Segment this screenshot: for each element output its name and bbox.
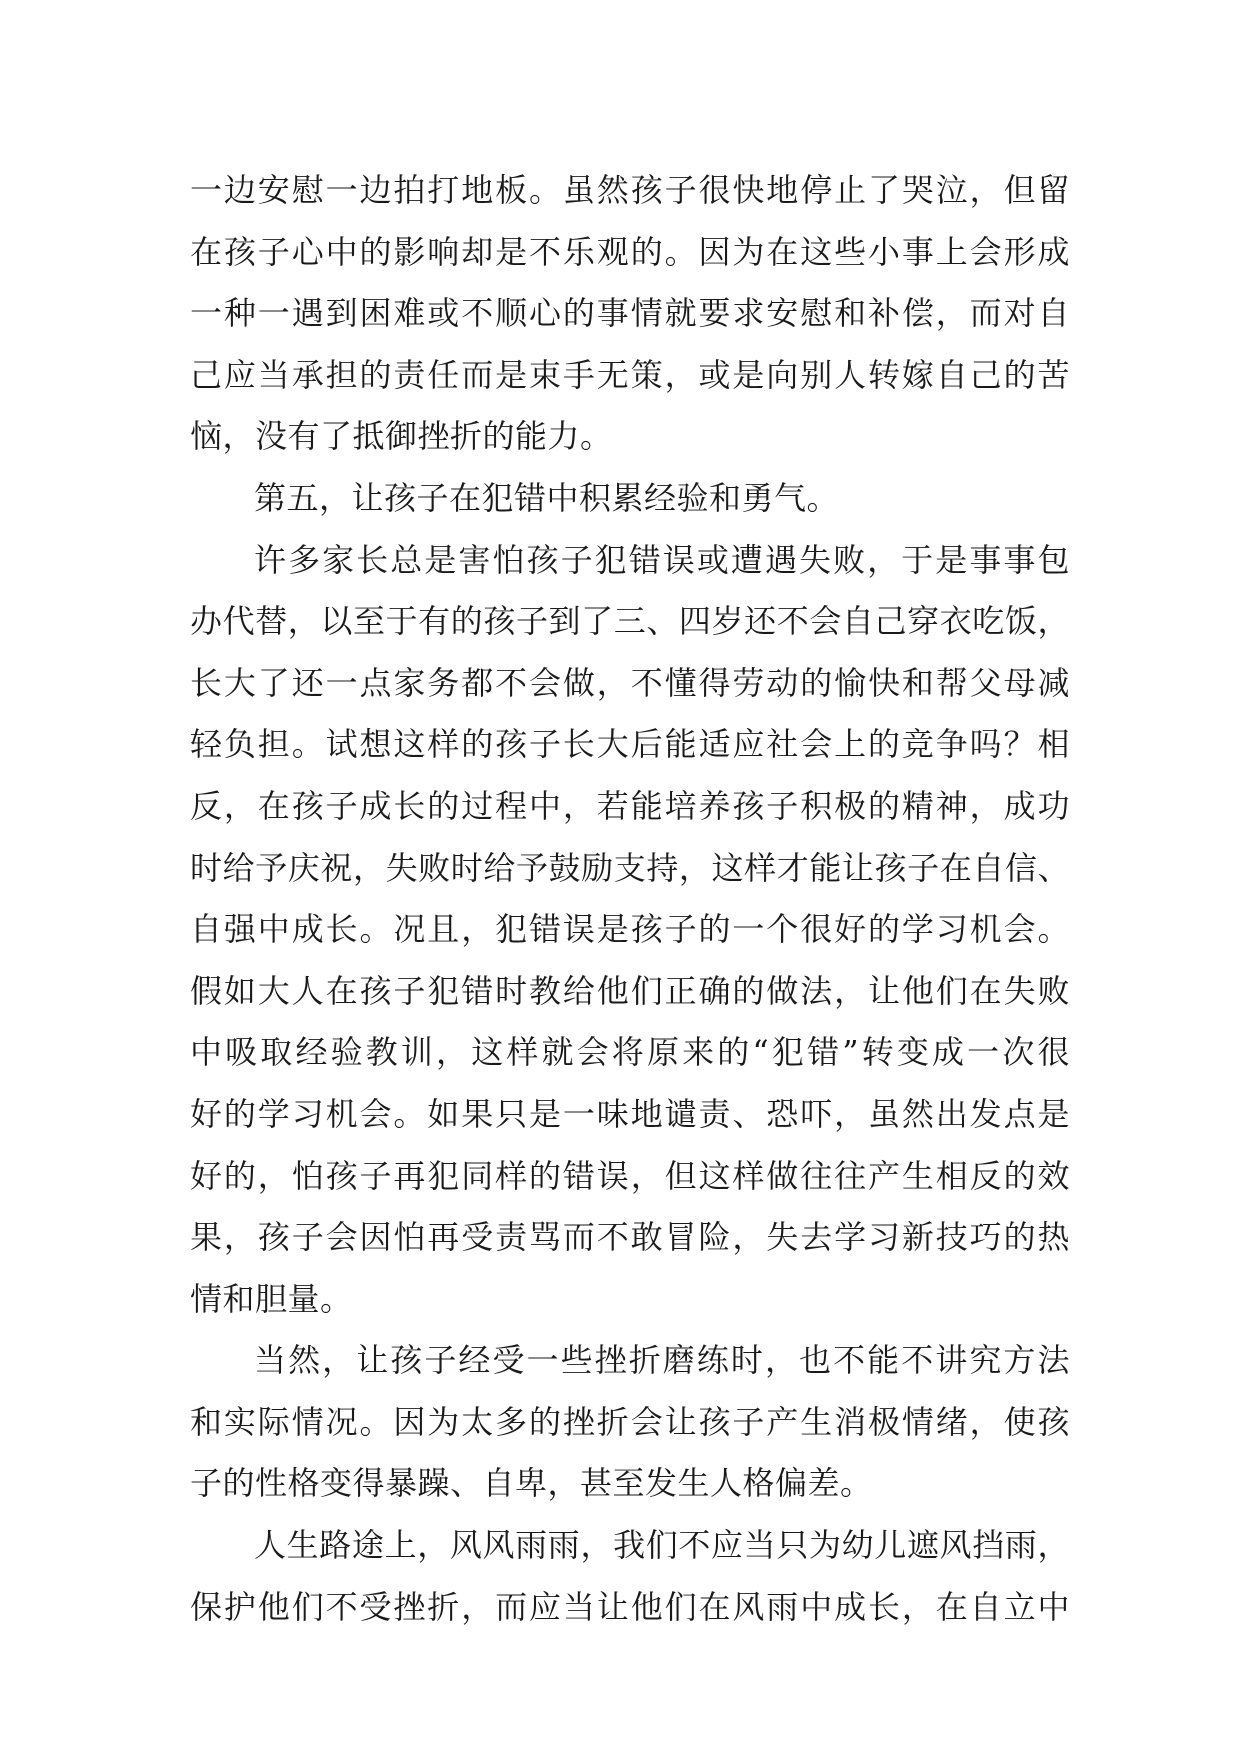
text-line: 自强中成长。况且，犯错误是孩子的一个很好的学习机会。 [190,910,1070,949]
text-line: 许多家长总是害怕孩子犯错误或遭遇失败，于是事事包 [254,540,1070,579]
text-line: 当然，让孩子经受一些挫折磨练时，也不能不讲究方法 [254,1341,1070,1380]
document-body [190,160,1070,1638]
text-line: 在孩子心中的影响却是不乐观的。因为在这些小事上会形成 [190,232,1070,271]
text-line: 假如大人在孩子犯错时教给他们正确的做法，让他们在失败 [190,971,1070,1010]
text-line: 好的学习机会。如果只是一味地谴责、恐吓，虽然出发点是 [190,1094,1070,1133]
text-line: 第五，让孩子在犯错中积累经验和勇气。 [254,478,840,517]
text-line: 恼，没有了抵御挫折的能力。 [190,417,613,456]
text-line: 中吸取经验教训，这样就会将原来的“犯错”转变成一次很 [190,1033,1070,1072]
text-line: 一边安慰一边拍打地板。虽然孩子很快地停止了哭泣，但留 [190,171,1070,209]
text-line: 己应当承担的责任而是束手无策，或是向别人转嫁自己的苦 [190,355,1070,394]
text-line: 保护他们不受挫折，而应当让他们在风雨中成长，在自立中 [190,1587,1070,1626]
text-line: 轻负担。试想这样的孩子长大后能适应社会上的竞争吗？相 [190,725,1070,764]
text-line: 一种一遇到困难或不顺心的事情就要求安慰和补偿，而对自 [190,294,1070,333]
text-line: 好的，怕孩子再犯同样的错误，但这样做往往产生相反的效 [190,1156,1070,1195]
text-line: 人生路途上，风风雨雨，我们不应当只为幼儿遮风挡雨， [254,1526,1070,1565]
text-line: 果，孩子会因怕再受责骂而不敢冒险，失去学习新技巧的热 [190,1218,1070,1257]
text-line: 长大了还一点家务都不会做，不懂得劳动的愉快和帮父母减 [190,663,1070,702]
text-line: 子的性格变得暴躁、自卑，甚至发生人格偏差。 [190,1464,873,1503]
text-line: 反，在孩子成长的过程中，若能培养孩子积极的精神，成功 [190,786,1070,825]
text-line: 时给予庆祝，失败时给予鼓励支持，这样才能让孩子在自信、 [190,848,1070,887]
text-line: 和实际情况。因为太多的挫折会让孩子产生消极情绪，使孩 [190,1402,1070,1441]
text-line: 情和胆量。 [190,1279,353,1318]
text-line: 办代替，以至于有的孩子到了三、四岁还不会自己穿衣吃饭， [190,602,1070,641]
